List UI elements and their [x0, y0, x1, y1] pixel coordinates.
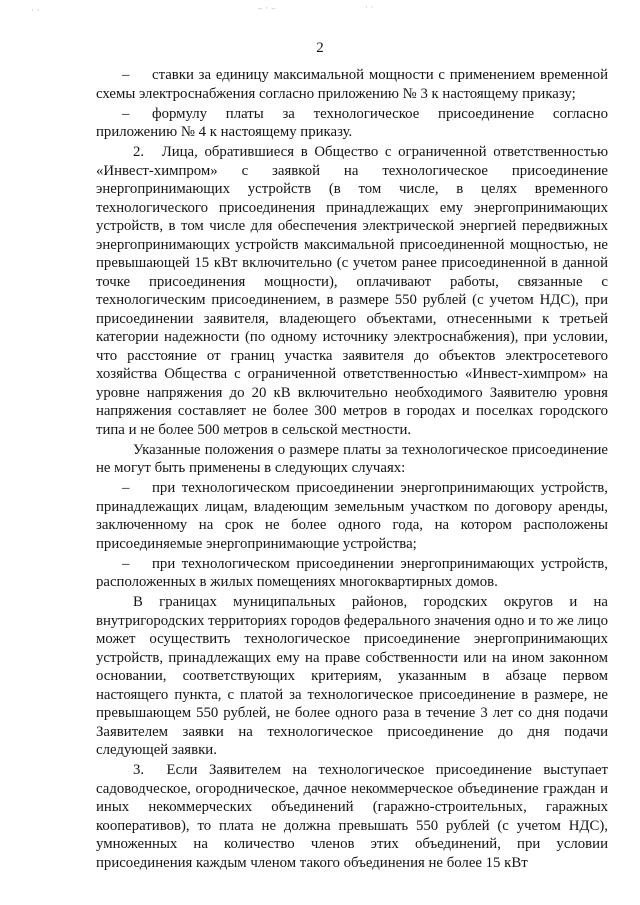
paragraph-text: В границах муниципальных районов, городских округов и на внутригородских территориях городов федерального значения одно и то же лицо может осуществить технологическое присоединение энергопринимающих устройств, принадлежащих ему на праве собственности или на ином законном основании, соответствующих критериям, указанным в абзаце первом настоящего пункта, с платой за технологическое присоединение в размере, не превышающем 550 рублей, не более одного раза в течение 3 лет со дня подачи Заявителем заявки на технологическое присоединение до дня подачи следующей заявки.: [96, 594, 608, 758]
paragraph-text: ставки за единицу максимальной мощности с применением временной схемы электроснабжения согласно приложению № 3 к настоящему приказу;: [96, 67, 608, 102]
dash-marker: –: [122, 480, 130, 496]
dash-item-paragraph: [96, 479, 608, 553]
dash-marker: –: [122, 67, 130, 83]
scan-artifact: – · –: [258, 4, 276, 14]
page-number: 2: [316, 40, 324, 56]
dash-item-paragraph: [96, 555, 608, 592]
paragraph-text: Указанные положения о размере платы за технологическое присоединение не могут быть применены в следующих случаях:: [96, 441, 608, 476]
dash-marker: –: [122, 105, 130, 122]
numbered-clause: [96, 761, 608, 872]
body-paragraph: [96, 441, 608, 478]
clause-number: 3.: [133, 762, 145, 778]
clause-number: 2.: [133, 144, 145, 160]
dash-marker: –: [122, 555, 130, 572]
body-paragraph: [96, 593, 608, 760]
paragraph-text: Лица, обратившиеся в Общество с ограниченной ответственностью «Инвест-химпром» с заявкой на технологическое присоединение энергопринимающих устройств (в том числе, в целях временного технологического присоединения принадлежащих ему энергопринимающих устройств, в том числе для обеспечения электрической энергией передвижных энергопринимающих устройств максимальной присоединенной мощностью, не превышающей 15 кВт включительно (с учетом ранее присоединенной в данной точке присоединения мощности), оплачивают работы, связанные с технологическим присоединением, в размере 550 рублей (с учетом НДС), при присоединении заявителя, владеющего объектами, отнесенными к третьей категории надежности (по одному источнику электроснабжения), при условии, что расстояние от границ участка заявителя до объектов электросетевого хозяйства Общества с ограниченной ответственностью «Инвест-химпром» на уровне напряжения до 20 кВ включительно необходимого Заявителю уровня напряжения составляет не более 300 метров в городах и поселках городского типа и не более 500 метров в сельской местности.: [96, 144, 608, 438]
scan-artifact: · ·: [31, 6, 40, 16]
paragraph-text: при технологическом присоединении энергопринимающих устройств, расположенных в жилых помещениях многоквартирных домов.: [96, 555, 608, 590]
document-body: [96, 66, 608, 874]
dash-item-paragraph: [96, 105, 608, 142]
scan-artifact: · ·: [365, 3, 374, 13]
paragraph-text: Если Заявителем на технологическое присоединение выступает садоводческое, огородническое, дачное некоммерческое объединение граждан и иных некоммерческих объединений (гаражно-строительных, гаражных кооперативов), то плата не должна превышать 550 рублей (с учетом НДС), умноженных на количество членов этих объединений, при условии присоединения каждым членом такого объединения не более 15 кВт: [96, 762, 609, 871]
paragraph-text: формулу платы за технологическое присоединение согласно приложению № 4 к настоящему приказу.: [96, 105, 608, 140]
numbered-clause: [96, 143, 608, 439]
dash-item-paragraph: [96, 66, 608, 103]
paragraph-text: при технологическом присоединении энергопринимающих устройств, принадлежащих лицам, владеющим земельным участком по договору аренды, заключенному на срок не более одного года, на котором расположены присоединяемые энергопринимающие устройства;: [96, 480, 608, 552]
